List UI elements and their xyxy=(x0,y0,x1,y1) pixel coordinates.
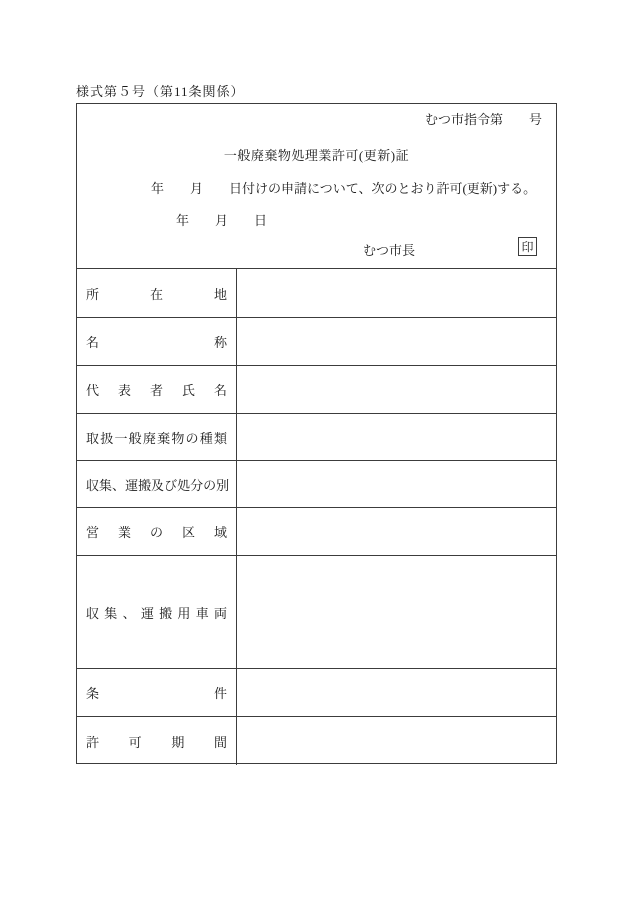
certificate-title: 一般廃棄物処理業許可(更新)証 xyxy=(223,148,410,163)
value-cell-waste-types xyxy=(237,414,556,460)
row-label-permit-period: 許 可 期 間 xyxy=(77,717,237,765)
table-row-collection-disposal-type xyxy=(77,461,556,508)
value-cell-location xyxy=(237,269,556,317)
table-row-conditions xyxy=(77,669,556,717)
value-cell-conditions xyxy=(237,669,556,716)
table-row-business-area xyxy=(77,508,556,556)
table-row-permit-period xyxy=(77,717,556,765)
table-row-waste-types xyxy=(77,414,556,461)
value-cell-permit-period xyxy=(237,717,556,765)
table-row-location xyxy=(77,269,556,318)
official-seal-stamp: 印 xyxy=(518,237,537,256)
row-label-business-area: 営 業 の 区 域 xyxy=(77,508,237,555)
certificate-box xyxy=(76,103,557,764)
value-cell-vehicles xyxy=(237,556,556,668)
row-label-vehicles: 収 集 、 運 搬 用 車 両 xyxy=(77,556,237,668)
row-label-location: 所 在 地 xyxy=(77,269,237,317)
row-label-conditions: 条 件 xyxy=(77,669,237,716)
value-cell-representative xyxy=(237,366,556,413)
row-label-collection-disposal-type: 収 集 、 運 搬 及 び 処 分 の 別 xyxy=(77,461,237,507)
directive-number-line: むつ市指令第 号 xyxy=(424,112,542,127)
permit-table xyxy=(77,269,556,765)
row-label-representative: 代 表 者 氏 名 xyxy=(77,366,237,413)
table-row-vehicles xyxy=(77,556,556,669)
value-cell-collection-disposal-type xyxy=(237,461,556,507)
value-cell-business-area xyxy=(237,508,556,555)
certificate-header xyxy=(77,104,556,269)
value-cell-name xyxy=(237,318,556,365)
application-sentence: 年 月 日付けの申請について、次のとおり許可(更新)する。 xyxy=(151,181,537,196)
table-row-representative xyxy=(77,366,556,414)
row-label-waste-types: 取 扱 一 般 廃 棄 物 の 種 類 xyxy=(77,414,237,460)
row-label-name: 名 称 xyxy=(77,318,237,365)
mayor-label: むつ市長 xyxy=(363,243,416,258)
table-row-name xyxy=(77,318,556,366)
form-number-label: 様式第５号（第11条関係） xyxy=(76,84,245,99)
issue-date-line: 年 月 日 xyxy=(176,213,268,228)
